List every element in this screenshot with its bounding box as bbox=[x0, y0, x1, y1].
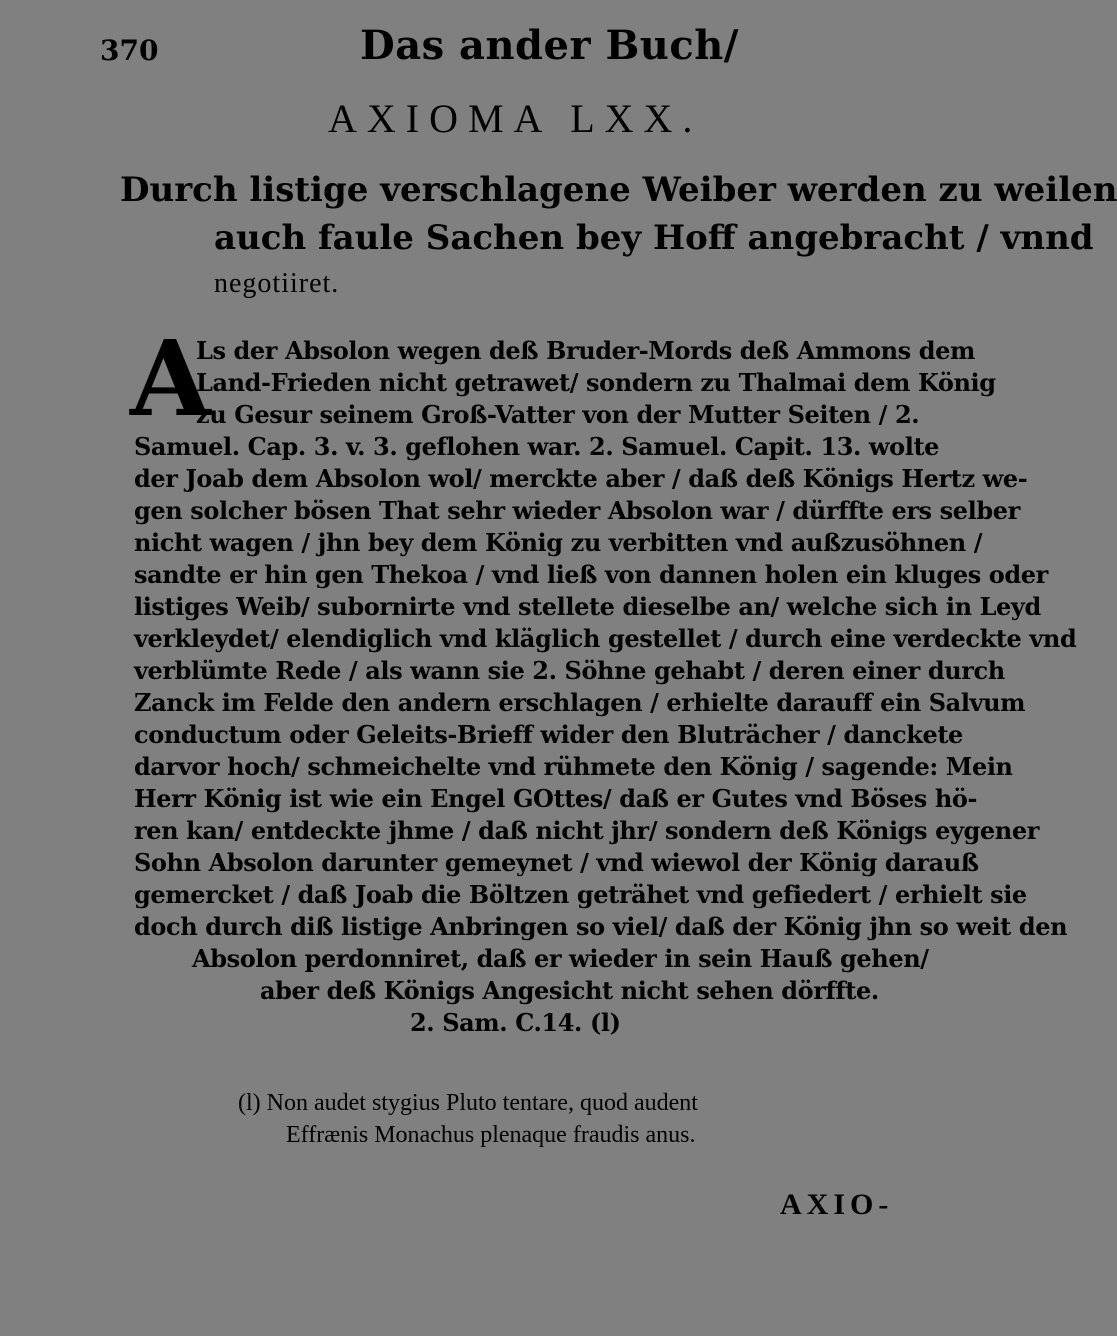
catchword: AXIO- bbox=[780, 1188, 894, 1221]
body-line: listiges Weib/ subornirte vnd stellete dieselbe an/ welche sich in Leyd bbox=[134, 592, 1041, 621]
body-line: gemercket / daß Joab die Böltzen geträhet vnd gefiedert / erhielt sie bbox=[134, 880, 1027, 909]
body-line: Land-Frieden nicht getrawet/ sondern zu Thalmai dem König bbox=[196, 368, 996, 397]
body-line: gen solcher bösen That sehr wieder Absolon war / dürffte ers selber bbox=[134, 496, 1020, 525]
body-line: darvor hoch/ schmeichelte vnd rühmete den König / sagende: Mein bbox=[134, 752, 1013, 781]
heading-line-3: negotiiret. bbox=[214, 268, 340, 299]
footnote-line-1: (l) Non audet stygius Pluto tentare, quod audent bbox=[238, 1090, 698, 1116]
body-line: verkleydet/ elendiglich vnd kläglich gestellet / durch eine verdeckte vnd bbox=[134, 624, 1077, 653]
body-line: nicht wagen / jhn bey dem König zu verbitten vnd außzusöhnen / bbox=[134, 528, 983, 557]
body-line: verblümte Rede / als wann sie 2. Söhne gehabt / deren einer durch bbox=[134, 656, 1005, 685]
body-line: Samuel. Cap. 3. v. 3. geflohen war. 2. Samuel. Capit. 13. wolte bbox=[134, 432, 940, 461]
body-line: sandte er hin gen Thekoa / vnd ließ von dannen holen ein kluges oder bbox=[134, 560, 1048, 589]
body-line: Ls der Absolon wegen deß Bruder-Mords deß Ammons dem bbox=[196, 336, 975, 365]
body-line: conductum oder Geleits-Brieff wider den Bluträcher / danckete bbox=[134, 720, 963, 749]
heading-line-2: auch faule Sachen bey Hoff angebracht / vnnd bbox=[214, 218, 1094, 258]
heading-line-1: Durch listige verschlagene Weiber werden zu weilen bbox=[120, 170, 1117, 210]
drop-cap: A bbox=[130, 317, 211, 440]
axiom-title: AXIOMA LXX. bbox=[328, 96, 703, 141]
scripture-reference: 2. Sam. C.14. (l) bbox=[410, 1008, 621, 1037]
body-line: zu Gesur seinem Groß-Vatter von der Mutter Seiten / 2. bbox=[196, 400, 920, 429]
body-line: aber deß Königs Angesicht nicht sehen dörffte. bbox=[260, 976, 879, 1005]
body-line: doch durch diß listige Anbringen so viel/ daß der König jhn so weit den bbox=[134, 912, 1068, 941]
body-line: der Joab dem Absolon wol/ merckte aber / daß deß Königs Hertz we- bbox=[134, 464, 1028, 493]
body-line: ren kan/ entdeckte jhme / daß nicht jhr/ sondern deß Königs eygener bbox=[134, 816, 1039, 845]
footnote-line-2: Effrænis Monachus plenaque fraudis anus. bbox=[286, 1122, 696, 1148]
body-line: Zanck im Felde den andern erschlagen / erhielte darauff ein Salvum bbox=[134, 688, 1026, 717]
body-line: Herr König ist wie ein Engel GOttes/ daß er Gutes vnd Böses hö- bbox=[134, 784, 978, 813]
running-head: Das ander Buch/ bbox=[360, 22, 739, 69]
body-line: Sohn Absolon darunter gemeynet / vnd wiewol der König darauß bbox=[134, 848, 979, 877]
body-line: Absolon perdonniret, daß er wieder in sein Hauß gehen/ bbox=[192, 944, 929, 973]
page-number: 370 bbox=[100, 34, 159, 67]
